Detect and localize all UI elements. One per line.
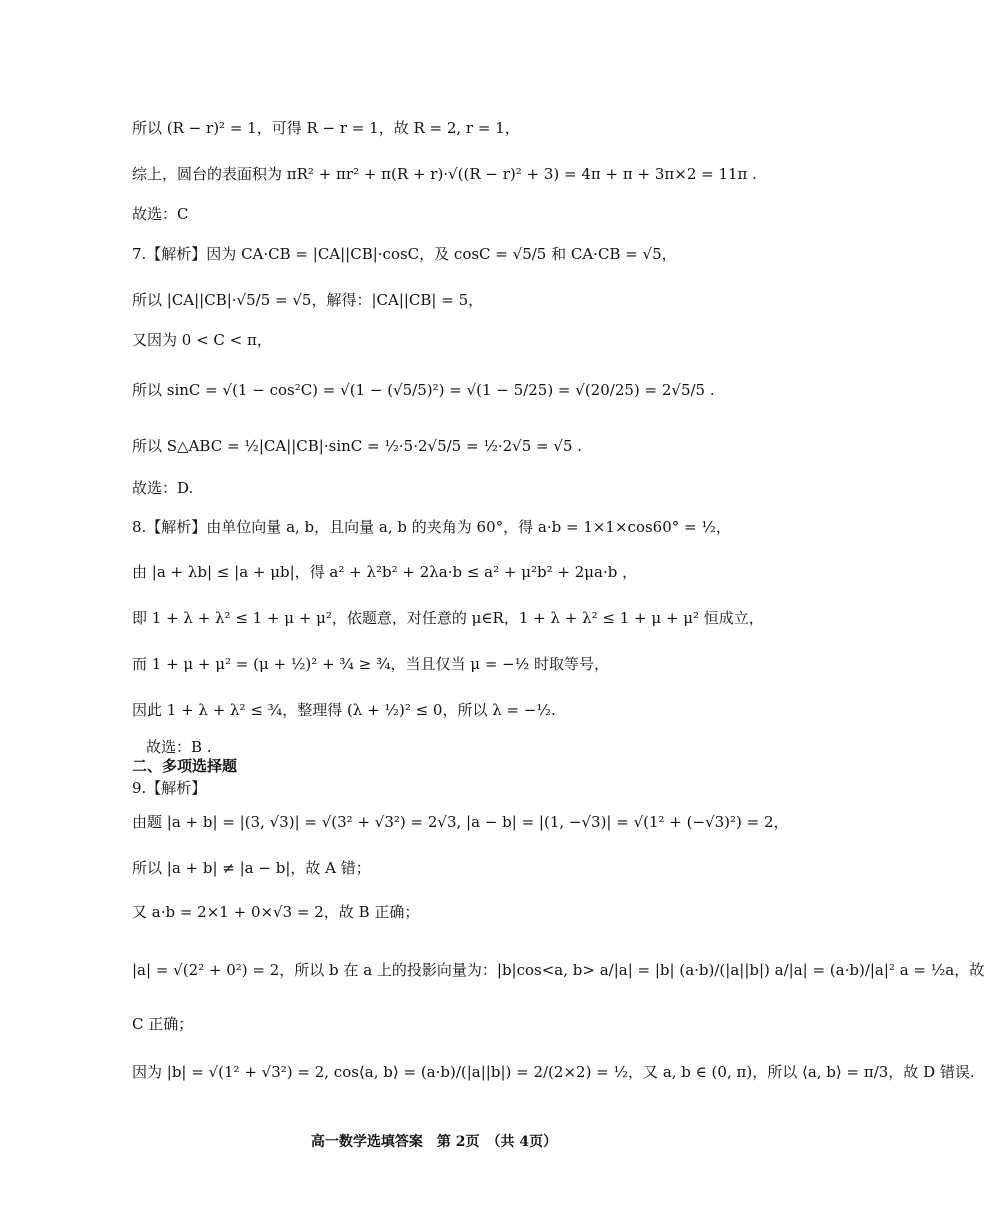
text-line: 故选：B .: [146, 738, 212, 756]
text-line: 所以 S△ABC = ½|CA||CB|·sinC = ½·5·2√5/5 = ½·2√5 = √5 .: [132, 437, 583, 455]
text-line: 所以 (R − r)² = 1，可得 R − r = 1，故 R = 2, r = 1，: [132, 119, 520, 137]
page-footer: 高一数学选填答案 第 2页 （共 4页）: [310, 1134, 558, 1150]
text-line: 所以 |a + b| ≠ |a − b|，故 A 错；: [132, 859, 371, 877]
text-line: |a| = √(2² + 0²) = 2，所以 b 在 a 上的投影向量为：|b|cos<a, b> a/|a| = |b| (a·b)/(|a||b|) a/|a| = (a·b)/|a|² a = ½a，故: [132, 961, 984, 979]
text-line: 故选：D.: [132, 479, 194, 497]
text-line: 所以 |CA||CB|·√5/5 = √5，解得：|CA||CB| = 5，: [132, 291, 484, 309]
text-line: 由 |a + λb| ≤ |a + μb|，得 a² + λ²b² + 2λa·b ≤ a² + μ²b² + 2μa·b ，: [132, 563, 638, 581]
text-line: 由题 |a + b| = |(3, √3)| = √(3² + √3²) = 2√3, |a − b| = |(1, −√3)| = √(1² + (−√3)²) = 2，: [132, 813, 789, 831]
text-line: 即 1 + λ + λ² ≤ 1 + μ + μ²，依题意，对任意的 μ∈R，1 + λ + λ² ≤ 1 + μ + μ² 恒成立，: [132, 609, 764, 627]
text-line: 而 1 + μ + μ² = (μ + ½)² + ¾ ≥ ¾，当且仅当 μ = −½ 时取等号，: [132, 655, 610, 673]
text-line: 故选：C: [132, 205, 189, 223]
text-line: 又因为 0 < C < π，: [132, 331, 272, 349]
text-line: 又 a·b = 2×1 + 0×√3 = 2，故 B 正确；: [132, 903, 420, 921]
problem-8-analysis: 8.【解析】由单位向量 a, b，且向量 a, b 的夹角为 60°，得 a·b = 1×1×cos60° = ½，: [132, 518, 731, 536]
problem-9-analysis: 9.【解析】: [132, 779, 207, 797]
section-heading: 二、多项选择题: [132, 757, 238, 775]
text-line: 因此 1 + λ + λ² ≤ ¾，整理得 (λ + ½)² ≤ 0，所以 λ = −½.: [132, 701, 556, 719]
text-line: 因为 |b| = √(1² + √3²) = 2, cos⟨a, b⟩ = (a·b)/(|a||b|) = 2/(2×2) = ½，又 a, b ∈ (0, π)，所以 ⟨a, b⟩ = π/3，故 D 错误.: [132, 1063, 975, 1081]
text-line: 所以 sinC = √(1 − cos²C) = √(1 − (√5/5)²) = √(1 − 5/25) = √(20/25) = 2√5/5 .: [132, 381, 715, 399]
text-line: C 正确；: [132, 1015, 194, 1033]
text-line: 综上，圆台的表面积为 πR² + πr² + π(R + r)·√((R − r)² + 3) = 4π + π + 3π×2 = 11π .: [132, 165, 757, 183]
problem-7-analysis: 7.【解析】因为 CA·CB = |CA||CB|·cosC，及 cosC = √5/5 和 CA·CB = √5，: [132, 245, 677, 263]
